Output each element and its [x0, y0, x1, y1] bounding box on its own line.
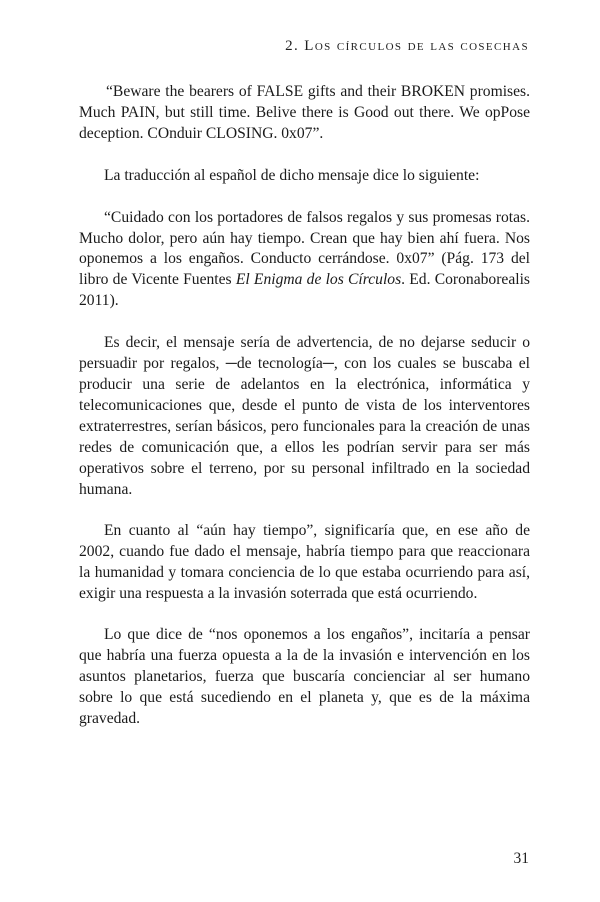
interpretation-paragraph: Es decir, el mensaje sería de advertencia, de no dejarse seducir o persuadir por regalos, ─de tecnología─, con los cuales se buscaba el producir una serie de adelantos en la electrónica, informática y telecomunicaciones que, desde el punto de vista de los interventores extraterrestres, serían básicos, pero funcionales para la creación de unas redes de comunicación que, a ellos les podrían servir para ser más operativos sobre el terreno, por su personal infiltrado en la sociedad humana.: [79, 334, 530, 498]
spanish-quote-text: “Cuidado con los portadores de falsos regalos y sus promesas rotas. Mucho dolor, pero aún hay tiempo. Crean que hay bien ahí fuera. Nos oponemos a los engaños. Conducto cerrándose. 0x07” (Pág. 173 del libro de Vicente Fuentes: [79, 208, 530, 289]
opposing-force-paragraph: Lo que dice de “nos oponemos a los engaños”, incitaría a pensar que habría una fuerza opuesta a la de la invasión e intervención en los asuntos planetarios, fuerza que buscaría concienciar al ser humano sobre lo que está sucediendo en el planeta y, que es de la máxima gravedad.: [79, 626, 530, 727]
book-title: El Enigma de los Círculos: [235, 271, 402, 289]
translation-intro-paragraph: La traducción al español de dicho mensaje dice lo siguiente:: [104, 166, 480, 184]
body-text: [79, 82, 530, 730]
running-header: 2. Los círculos de las cosechas: [285, 38, 529, 54]
english-quote-paragraph: “Beware the bearers of FALSE gifts and their BROKEN promises. Much PAIN, but still time. Belive there is Good out there. We opPose deception. COnduir CLOSING. 0x07”.: [79, 83, 530, 142]
time-remaining-paragraph: En cuanto al “aún hay tiempo”, significaría que, en ese año de 2002, cuando fue dado el mensaje, habría tiempo para que reaccionara la humanidad y tomara conciencia de lo que estaba ocurriendo para así, exigir una respuesta a la invasión soterrada que está ocurriendo.: [79, 522, 530, 603]
citation-tail: . Ed. Coronaborealis 2011).: [79, 271, 530, 310]
spanish-quote-paragraph: [79, 208, 530, 313]
page-number: 31: [513, 850, 529, 867]
